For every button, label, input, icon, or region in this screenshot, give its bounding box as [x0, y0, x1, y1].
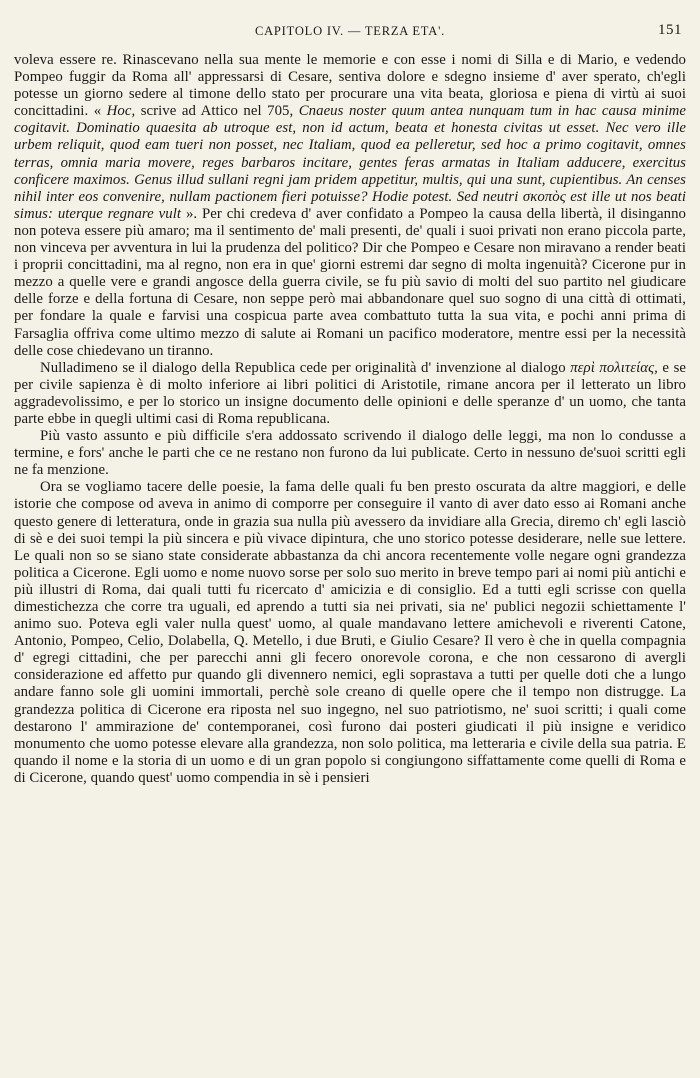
text-run: Più vasto assunto e più difficile s'era addossato scrivendo il dialogo delle leggi, ma non lo condusse a termine, e fors' anche le parti che ce ne restano non furono da lui publicate. Certo in nessuno de'suoi scritti egli ne fa menzione. [14, 428, 686, 479]
book-page [14, 18, 686, 787]
italic-run: περὶ πολιτείας, [570, 359, 658, 376]
text-run: scrive ad Attico nel 705, [135, 103, 299, 120]
italic-run: Cnaeus noster quum antea nunquam tum in hac causa minime cogitavit. Dominatio quaesita ab utroque est, non id actum, beata et honesta civitas ut esset. Nec vero ille urbem reliquit, quod eam tueri non posset, nec Italiam, quod ea pelleretur, sed hoc a primo cogitavit, omnes terras, omnia maria movere, reges barbaros incitare, gentes feras armatas in Italiam adducere, exercitus conficere maximos. Genus illud sullani regni jam pridem appetitur, multis, qui una sunt, cupientibus. An censes nihil inter eos convenire, nullam pactionem fieri potuisse? Hodie potest. Sed neutri σκοπὸς est ille ut nos beati simus: uterque regnare vult [14, 103, 686, 222]
chapter-title: CAPITOLO IV. — TERZA ETA'. [254, 24, 446, 38]
text-run: Ora se vogliamo tacere delle poesie, la fama delle quali fu ben presto oscurata da altre maggiori, e delle istorie che compose od aveva in animo di comporre per conseguire il vanto di aver dato esso ai Romani anche questo genere di letteratura, onde in grazia sua nulla più avessero da invidiare alla Grecia, diremo ch' egli lasciò di sè e dei suoi tempi la più sincera e più vivace dipintura, che uno storico potesse desiderare, nelle sue lettere. Le quali non so se siano state considerate abbastanza da chi ancora recentemente volle negare ogni grandezza politica a Cicerone. Egli uomo e nome nuovo sorse per solo suo merito in breve tempo pari ai nomi più antichi e più illustri di Roma, dai quali tutti fu ricercato d' amicizia e di consiglio. Ed a tutti egli scrisse con quella dimestichezza che corre tra uguali, ed aprendo a tutti sia nei privati, sia ne' publici negozii schiettamente l' animo suo. Poteva egli valer nulla quest' uomo, al quale mandavano lettere amichevoli e riverenti Catone, Antonio, Pompeo, Celio, Dolabella, Q. Metello, i due Bruti, e Giulio Cesare? Il vero è che in quella compagnia d' egregi cittadini, che per parecchi anni gli fecero onorevole corona, e che non cessarono di avergli considerazione ed affetto pur quando gli divennero nemici, egli soprastava a tutti per quelle doti che a lungo andare fanno sole gli uomini immortali, perchè sole creano di quelle opere che il tempo non distrugge. La grandezza politica di Cicerone era riposta nel suo ingegno, nel suo patriotismo, ne' suoi scritti; i quali come destarono l' ammirazione de' contemporanei, così furono dai posteri giudicati il più insigne e veridico monumento che uomo potesse elevare alla grandezza, non solo politica, ma letteraria e civile della sua patria. E quando il nome e la storia di un uomo e di un gran popolo si congiungono siffattamente come quelli di Roma e di Cicerone, quando quest' uomo compendia in sè i pensieri [14, 479, 686, 786]
running-header [14, 18, 686, 46]
paragraph-4 [14, 479, 686, 787]
text-run: voleva essere re. Rinascevano nella sua mente le memorie e con esse i nomi di Silla e di Mario, e vedendo Pompeo fuggir da Roma all' appressarsi di Cesare, sentiva dolore e sdegno insieme d' aver sperato, ch'egli potesse un giorno sedere al timone dello stato per procurare una vita beata, gloriosa e piena di virtù ai suoi concittadini. « [14, 52, 686, 120]
paragraph-1 [14, 52, 686, 360]
body-text [14, 52, 686, 787]
page-number: 151 [658, 22, 682, 38]
text-run: e se per civile sapienza è di molto inferiore ai libri politici di Aristotile, rimane ancora per il letterato un libro aggradevolissimo, e per lo storico un insigne documento delle opinioni e delle speranze d' un uomo, che tanta parte ebbe in quegli ultimi casi di Roma republicana. [14, 359, 686, 427]
paragraph-3 [14, 428, 686, 479]
italic-run: Hoc, [106, 103, 136, 120]
text-run: ». Per chi credeva d' aver confidato a Pompeo la causa della libertà, il disinganno non poteva essere più amaro; ma il sentimento de' mali presenti, de' quali i suoi privati non erano piccola parte, non vinceva per avventura in lui la prudenza del politico? Dir che Pompeo e Cesare non miravano a render beati i proprii concittadini, ma al regno, non era in que' giorni estremi dar segno di molta ingenuità? Cicerone pur in mezzo a quelle vere e grandi angosce della guerra civile, se fu più savio di molti del suo partito nel giudicare delle forze e della fortuna di Cesare, non seppe però mai abbandonare quel suo sogno di una città di ottimati, per fondare la quale e farvisi una cospicua parte avea combattuto tutta la sua vita, e pochi anni prima di Farsaglia offriva come ultimo mezzo di salute ai Romani un pacifico moderatore, mentre essi per la necessità delle cose chiedevano un tiranno. [14, 205, 686, 359]
paragraph-2 [14, 360, 686, 428]
text-run: Nulladimeno se il dialogo della Republica cede per originalità d' invenzione al dialogo [40, 359, 571, 376]
